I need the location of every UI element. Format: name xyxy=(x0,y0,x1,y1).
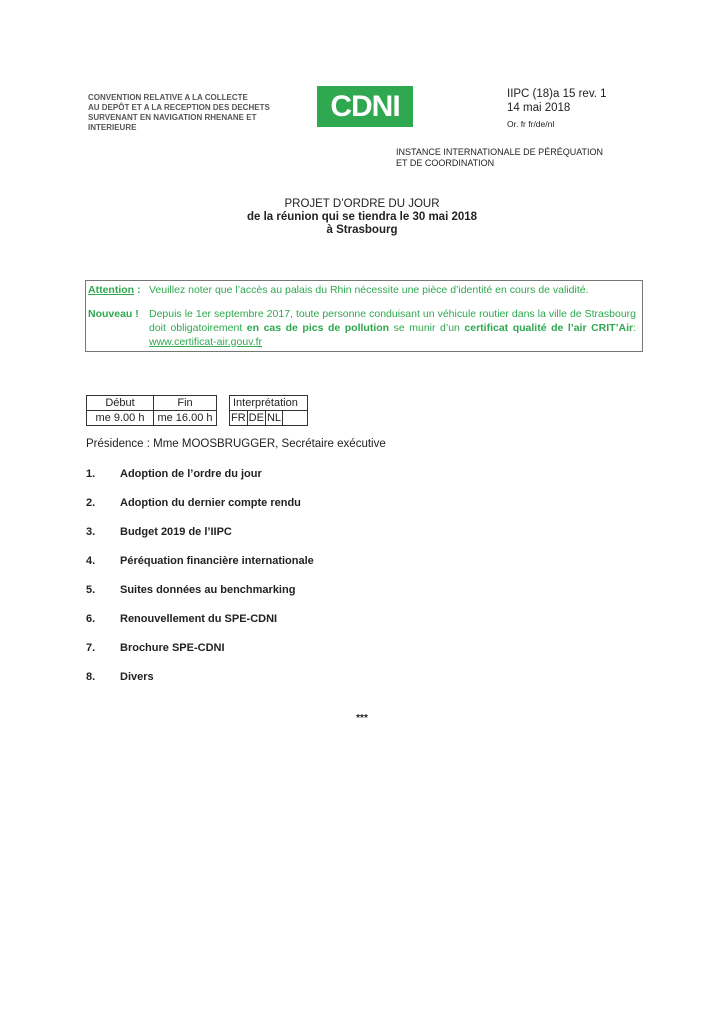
agenda-item xyxy=(86,671,154,683)
instance-line: INSTANCE INTERNATIONALE DE PÉRÉQUATION xyxy=(396,147,604,157)
document-reference-block xyxy=(507,87,607,131)
nouveau-emphasis: en cas de pics de pollution xyxy=(246,322,390,334)
convention-line: SURVENANT EN NAVIGATION RHENANE ET xyxy=(88,113,257,122)
agenda-label: Budget 2019 de l’IIPC xyxy=(120,526,232,538)
title-location-line: à Strasbourg xyxy=(326,224,398,236)
nouveau-label: Nouveau ! xyxy=(88,308,139,320)
notice-box xyxy=(85,280,643,352)
agenda-label: Péréquation financière internationale xyxy=(120,555,314,567)
agenda-item xyxy=(86,497,301,509)
start-time: me 9.00 h xyxy=(87,411,154,426)
agenda-item xyxy=(86,526,232,538)
start-header: Début xyxy=(87,396,154,411)
end-time: me 16.00 h xyxy=(154,411,217,426)
certificat-air-link[interactable]: www.certificat-air.gouv.fr xyxy=(149,336,263,348)
language-cell: NL xyxy=(266,412,282,424)
convention-line: AU DEPÔT ET A LA RECEPTION DES DECHETS xyxy=(88,103,270,112)
attention-label: Attention xyxy=(88,284,135,296)
agenda-number: 1. xyxy=(86,468,96,480)
agenda-number: 4. xyxy=(86,555,96,567)
nouveau-text-part: : xyxy=(633,322,636,334)
agenda-number: 6. xyxy=(86,613,96,625)
title-line: PROJET D’ORDRE DU JOUR xyxy=(284,198,440,210)
language-cell-empty xyxy=(283,411,308,426)
attention-text: Veuillez noter que l’accès au palais du Rhin nécessite une pièce d’identité en cours de validité. xyxy=(149,284,589,296)
language-cell: DE xyxy=(248,412,264,424)
cdni-logo: CDNI xyxy=(317,86,413,127)
agenda-label: Suites données au benchmarking xyxy=(120,584,296,596)
title-meeting-line: de la réunion qui se tiendra le 30 mai 2018 xyxy=(246,211,478,223)
agenda-item xyxy=(86,613,277,625)
instance-line: ET DE COORDINATION xyxy=(396,158,495,168)
language-cell: FR xyxy=(231,412,246,424)
presidence-line: Présidence : Mme MOOSBRUGGER, Secrétaire exécutive xyxy=(86,438,386,450)
agenda-item xyxy=(86,468,262,480)
schedule-table xyxy=(86,395,217,426)
interpretation-header: Interprétation xyxy=(230,396,308,411)
agenda-number: 8. xyxy=(86,671,96,683)
agenda-number: 5. xyxy=(86,584,96,596)
end-marker: *** xyxy=(356,713,368,724)
agenda-item xyxy=(86,555,314,567)
agenda-label: Brochure SPE-CDNI xyxy=(120,642,225,654)
agenda-label: Renouvellement du SPE-CDNI xyxy=(120,613,278,625)
nouveau-text xyxy=(149,307,636,349)
convention-line: CONVENTION RELATIVE A LA COLLECTE xyxy=(88,93,248,102)
instance-name xyxy=(396,147,603,169)
agenda-item xyxy=(86,642,225,654)
agenda-label: Divers xyxy=(120,671,154,683)
document-reference: IIPC (18)a 15 rev. 1 xyxy=(507,88,607,100)
page-title xyxy=(0,198,724,237)
agenda-number: 7. xyxy=(86,642,96,654)
schedule-value-row xyxy=(87,411,217,426)
end-header: Fin xyxy=(154,396,217,411)
attention-separator: : xyxy=(134,284,141,296)
agenda-label: Adoption du dernier compte rendu xyxy=(120,497,301,509)
convention-title xyxy=(88,93,308,133)
agenda-number: 3. xyxy=(86,526,96,538)
agenda-label: Adoption de l’ordre du jour xyxy=(120,468,262,480)
nouveau-emphasis: certificat qualité de l’air CRIT’Air xyxy=(464,322,634,334)
agenda-number: 2. xyxy=(86,497,96,509)
interpretation-table xyxy=(229,395,308,426)
document-date: 14 mai 2018 xyxy=(507,102,571,114)
interpretation-languages-row xyxy=(230,411,308,426)
document-languages: Or. fr fr/de/nl xyxy=(507,119,555,129)
nouveau-text-part: Depuis le 1er septembre 2017, toute personne conduisant un véhicule routier dans la ville de Strasbourg doit obligatoirement xyxy=(149,308,636,334)
convention-line: INTERIEURE xyxy=(88,123,137,132)
nouveau-text-part: se munir d’un xyxy=(389,322,465,334)
interpretation-header-row xyxy=(230,396,308,411)
agenda-item xyxy=(86,584,295,596)
schedule-header-row xyxy=(87,396,217,411)
